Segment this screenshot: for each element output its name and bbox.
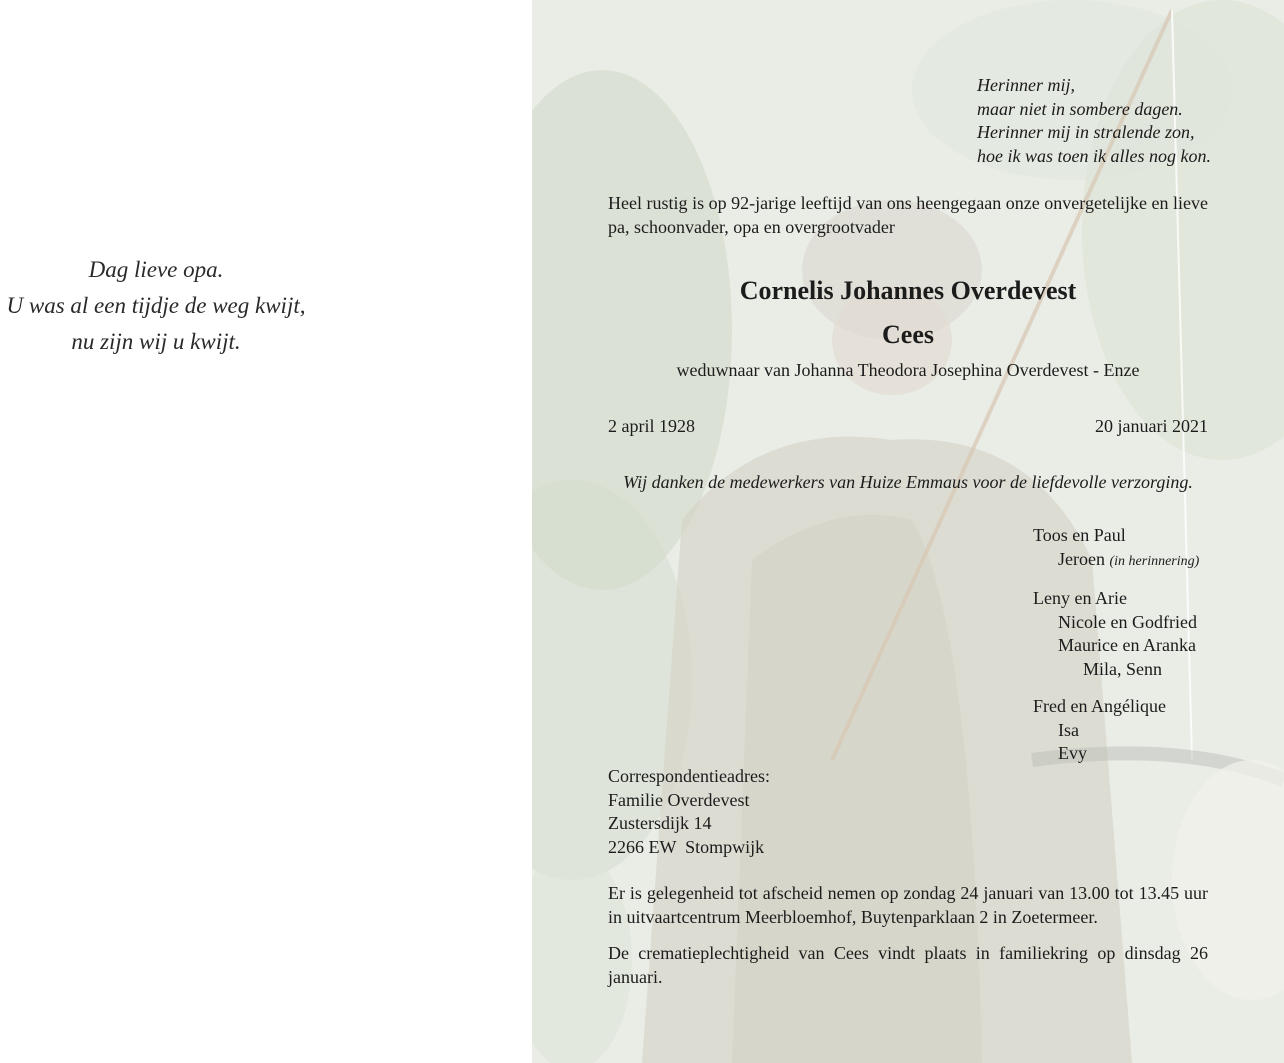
widower-text: weduwnaar van Johanna Theodora Josephina Overdevest - Enze [676,360,1140,380]
correspondence-address [608,765,770,859]
family-member-row [1033,548,1199,574]
right-poem-line: hoe ik was toen ik alles nog kon. [977,145,1211,166]
address-line: Familie Overdevest [608,789,750,810]
right-poem-line: maar niet in sombere dagen. [977,98,1183,119]
memorial-note: (in herinnering) [1109,553,1200,569]
birth-date: 2 april 1928 [608,416,695,436]
deceased-nickname: Cees [882,320,934,349]
address-line: Correspondentieadres: [608,766,770,786]
family-member: Maurice en Aranka [1058,635,1196,655]
intro-text: Heel rustig is op 92-jarige leeftijd van ons heengegaan onze onvergetelijke en lieve pa, schoonvader, opa en overgrootvader [608,193,1208,237]
death-date: 20 januari 2021 [1095,416,1208,436]
family-member: Leny en Arie [1033,588,1127,608]
family-member: Evy [1058,743,1087,763]
farewell-text: Er is gelegenheid tot afscheid nemen op zondag 24 januari van 13.00 tot 13.45 uur in uitvaartcentrum Meerbloemhof, Buytenparklaan 2 in Zoetermeer. [608,883,1208,927]
family-list [1033,524,1199,780]
deceased-name: Cornelis Johannes Overdevest [739,276,1077,305]
address-line: 2266 EW Stompwijk [608,836,765,857]
address-line: Zustersdijk 14 [608,813,712,833]
right-poem [977,74,1211,168]
left-poem-line: Dag lieve opa. [88,257,224,282]
thanks-text: Wij danken de medewerkers van Huize Emmaus voor de liefdevolle verzorging. [623,472,1193,492]
family-member: Isa [1058,719,1079,740]
family-member: Fred en Angélique [1033,696,1166,716]
right-page [532,0,1284,1063]
family-member: Jeroen [1058,548,1105,569]
cremation-text: De crematieplechtigheid van Cees vindt plaats in familiekring op dinsdag 26 januari. [608,943,1208,987]
text-layer [532,0,1284,1063]
left-page [0,0,532,1063]
left-poem-line: nu zijn wij u kwijt. [71,329,241,354]
right-poem-line: Herinner mij, [977,75,1075,95]
family-group [1033,524,1199,573]
left-poem [0,252,312,360]
family-group [1033,587,1199,681]
family-member: Nicole en Godfried [1058,611,1197,632]
family-member: Mila, Senn [1083,658,1162,679]
right-poem-line: Herinner mij in stralende zon, [977,122,1195,142]
left-poem-line: U was al een tijdje de weg kwijt, [6,293,306,318]
family-group [1033,695,1199,766]
family-member: Toos en Paul [1033,525,1126,545]
